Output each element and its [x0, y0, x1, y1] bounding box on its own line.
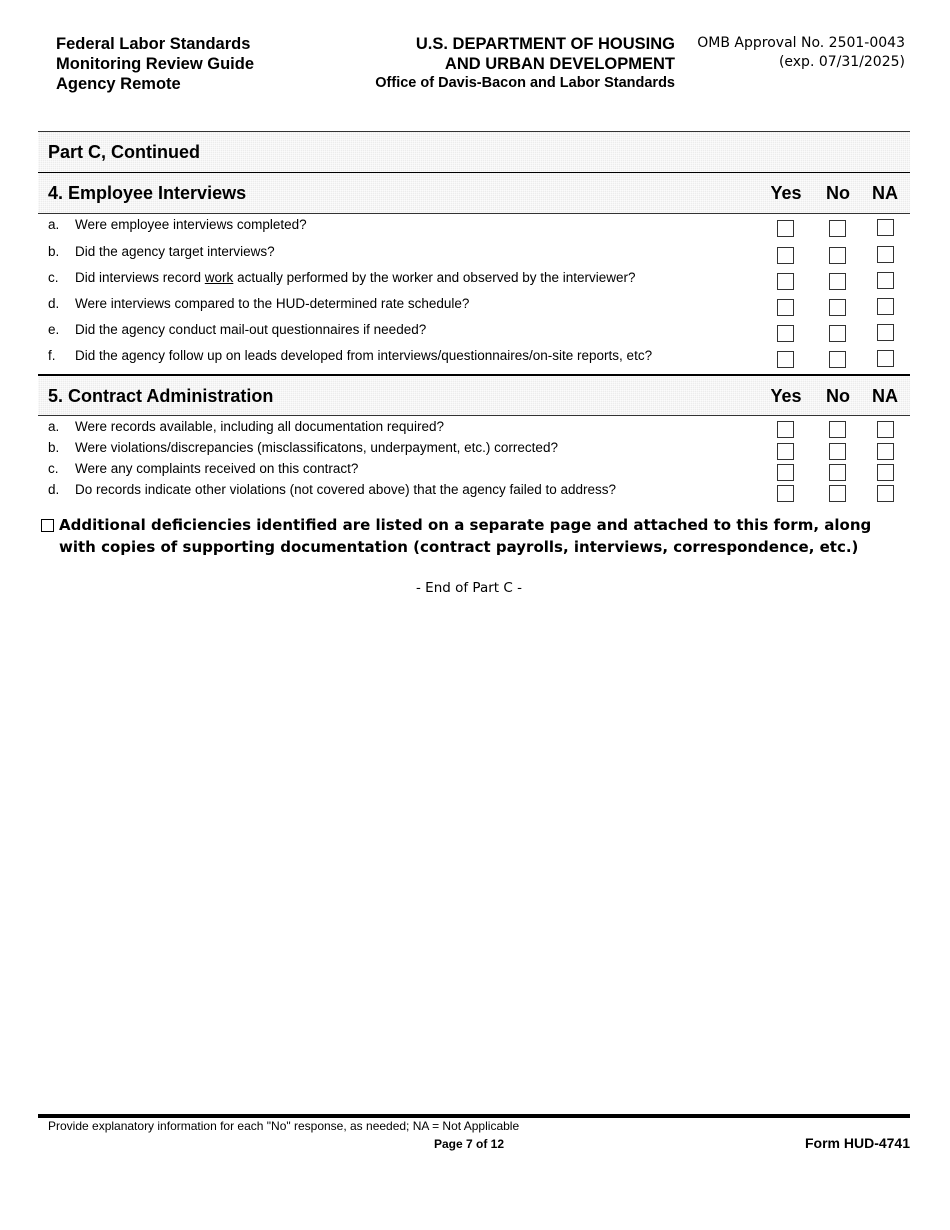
page-number: Page 7 of 12 [433, 1137, 505, 1151]
no-checkbox[interactable] [829, 220, 846, 237]
no-checkbox[interactable] [829, 247, 846, 264]
question-letter: d. [48, 482, 60, 497]
section-4-header [38, 173, 910, 214]
form-title-line-3: Agency Remote [56, 75, 181, 93]
end-of-part-text: - End of Part C - [416, 580, 522, 596]
no-checkbox[interactable] [829, 351, 846, 368]
na-checkbox[interactable] [877, 246, 894, 263]
yes-checkbox[interactable] [777, 443, 794, 460]
yes-checkbox[interactable] [777, 273, 794, 290]
na-checkbox[interactable] [877, 464, 894, 481]
form-title-line-1: Federal Labor Standards [56, 35, 251, 53]
department-block [330, 34, 675, 93]
department-line-1: U.S. DEPARTMENT OF HOUSING [415, 35, 675, 53]
column-na-label: NA [872, 386, 898, 406]
question-letter: c. [48, 270, 59, 285]
part-title-band [38, 131, 910, 174]
section-5-title: 5. Contract Administration [48, 386, 274, 406]
question-text: Were employee interviews completed? [75, 217, 307, 232]
yes-checkbox[interactable] [777, 247, 794, 264]
additional-deficiencies-text: Additional deficiencies identified are listed on a separate page and attached to this form, along with copies of supporting documentation (contract payrolls, interviews, correspondence, etc.) [59, 516, 872, 556]
column-no-label: No [826, 386, 850, 406]
no-checkbox[interactable] [829, 299, 846, 316]
footer-divider [38, 1114, 910, 1118]
question-letter: f. [48, 348, 56, 363]
question-letter: d. [48, 296, 60, 311]
yes-checkbox[interactable] [777, 464, 794, 481]
na-checkbox[interactable] [877, 421, 894, 438]
question-letter: a. [48, 419, 60, 434]
question-text: Did the agency follow up on leads developed from interviews/questionnaires/on-site reports, etc? [75, 348, 653, 363]
question-text: Were interviews compared to the HUD-determined rate schedule? [75, 296, 470, 311]
na-checkbox[interactable] [877, 324, 894, 341]
na-checkbox[interactable] [877, 219, 894, 236]
question-text: Did interviews record work actually performed by the worker and observed by the interviewer? [75, 270, 636, 285]
question-text: Were any complaints received on this contract? [75, 461, 359, 476]
question-letter: b. [48, 440, 60, 455]
yes-checkbox[interactable] [777, 299, 794, 316]
question-letter: a. [48, 217, 60, 232]
question-text: Did the agency target interviews? [75, 244, 275, 259]
no-checkbox[interactable] [829, 273, 846, 290]
column-na-label: NA [872, 183, 898, 203]
question-letter: b. [48, 244, 60, 259]
yes-checkbox[interactable] [777, 325, 794, 342]
part-title: Part C, Continued [48, 142, 200, 162]
omb-approval-block [695, 34, 905, 72]
column-yes-label: Yes [770, 386, 802, 406]
yes-checkbox[interactable] [777, 351, 794, 368]
column-yes-label: Yes [770, 183, 802, 203]
yes-checkbox[interactable] [777, 421, 794, 438]
question-text: Were records available, including all documentation required? [75, 419, 444, 434]
section-4-title: 4. Employee Interviews [48, 183, 247, 203]
no-checkbox[interactable] [829, 443, 846, 460]
no-checkbox[interactable] [829, 325, 846, 342]
underlined-word: work [204, 270, 234, 285]
form-number: Form HUD-4741 [804, 1135, 910, 1151]
na-checkbox[interactable] [877, 272, 894, 289]
no-checkbox[interactable] [829, 421, 846, 438]
office-name: Office of Davis-Bacon and Labor Standards [375, 75, 675, 91]
omb-approval-number: OMB Approval No. 2501-0043 [697, 35, 905, 51]
question-text: Did the agency conduct mail-out questionnaires if needed? [75, 322, 427, 337]
question-text: Do records indicate other violations (not covered above) that the agency failed to address? [75, 482, 617, 497]
footer-note: Provide explanatory information for each "No" response, as needed; NA = Not Applicable [48, 1119, 520, 1133]
form-title-line-2: Monitoring Review Guide [56, 55, 255, 73]
omb-expiration: (exp. 07/31/2025) [778, 54, 905, 70]
question-letter: e. [48, 322, 60, 337]
question-text: Were violations/discrepancies (misclassificatons, underpayment, etc.) corrected? [75, 440, 558, 455]
column-no-label: No [826, 183, 850, 203]
na-checkbox[interactable] [877, 485, 894, 502]
na-checkbox[interactable] [877, 443, 894, 460]
form-title-block [56, 34, 254, 94]
yes-checkbox[interactable] [777, 485, 794, 502]
yes-checkbox[interactable] [777, 220, 794, 237]
na-checkbox[interactable] [877, 298, 894, 315]
no-checkbox[interactable] [829, 485, 846, 502]
no-checkbox[interactable] [829, 464, 846, 481]
additional-deficiencies-checkbox[interactable] [41, 519, 54, 532]
department-line-2: AND URBAN DEVELOPMENT [444, 55, 675, 73]
section-5-header [38, 374, 910, 416]
na-checkbox[interactable] [877, 350, 894, 367]
question-letter: c. [48, 461, 59, 476]
